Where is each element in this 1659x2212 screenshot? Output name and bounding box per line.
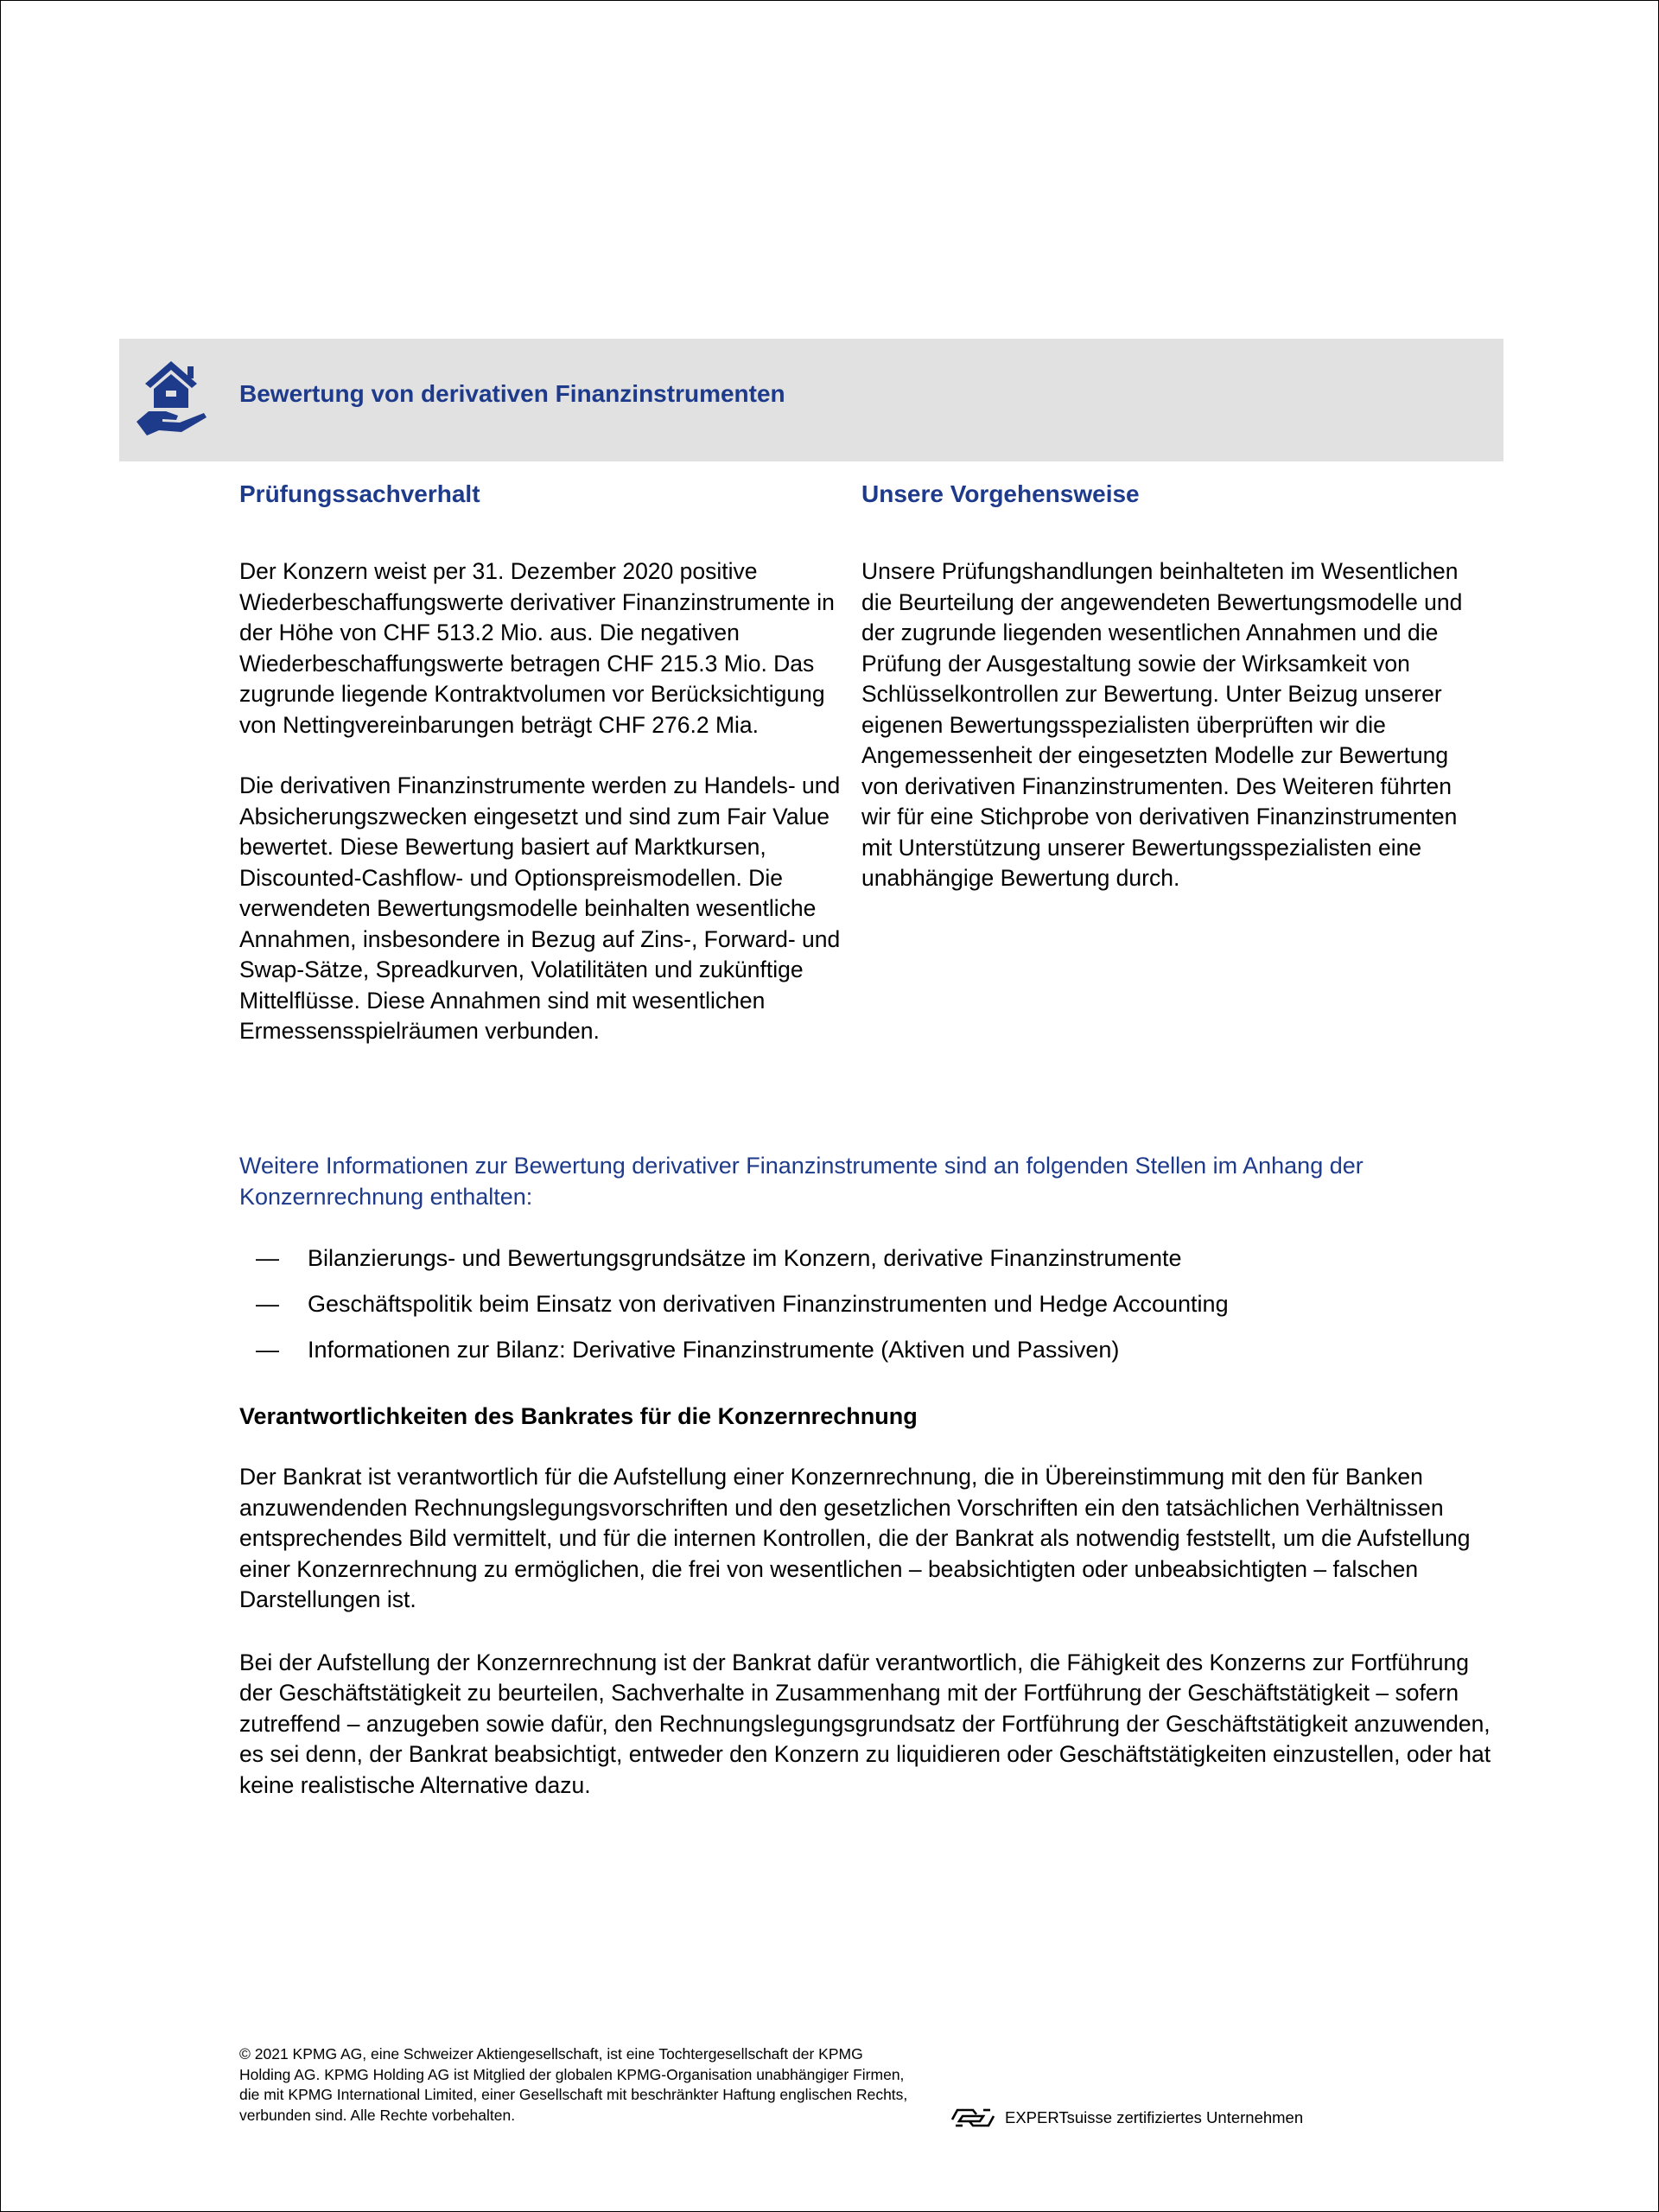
bullet-dash: — [256, 1337, 279, 1363]
list-item-text: Geschäftspolitik beim Einsatz von derivativen Finanzinstrumenten und Hedge Accounting [308, 1291, 1229, 1317]
bullet-dash: — [256, 1245, 279, 1271]
house-in-hand-icon [135, 359, 207, 437]
expertsuisse-logo-icon [950, 2105, 995, 2131]
audit-matter-paragraph-1: Der Konzern weist per 31. Dezember 2020 positive Wiederbeschaffungswerte derivativer Finanzinstrumente in der Höhe von CHF 513.2 Mio. aus. Die negativen Wiederbeschaffungswerte betragen CHF 215.3 Mio. Das zugrunde liegende Kontraktvolumen vor Berücksichtigung von Nettingvereinbarungen beträgt CHF 276.2 Mia. [239, 558, 835, 738]
key-audit-matter-title: Bewertung von derivativen Finanzinstrumenten [239, 380, 785, 407]
certification-text: EXPERTsuisse zertifiziertes Unternehmen [1005, 2108, 1304, 2126]
list-item-text: Informationen zur Bilanz: Derivative Finanzinstrumente (Aktiven und Passiven) [308, 1337, 1120, 1363]
footer-copyright: © 2021 KPMG AG, eine Schweizer Aktiengesellschaft, ist eine Tochtergesellschaft der KPMG Holding AG. KPMG Holding AG ist Mitglied der globalen KPMG-Organisation unabhängiger Firmen, die mit KPMG International Limited, einer Gesellschaft mit beschränkter Haftung englischen Rechts, verbunden sind. Alle Rechte vorbehalten. [239, 2045, 908, 2124]
approach-paragraph: Unsere Prüfungshandlungen beinhalteten im Wesentlichen die Beurteilung der angewendeten Bewertungsmodelle und der zugrunde liegenden wesentlichen Annahmen und die Prüfung der Ausgestaltung sowie der Wirksamkeit von Schlüsselkontrollen zur Bewertung. Unter Beizug unserer eigenen Bewertungsspezialisten überprüften wir die Angemessenheit der eingesetzten Modelle zur Bewertung von derivativen Finanzinstrumenten. Des Weiteren führten wir für eine Stichprobe von derivativen Finanzinstrumenten mit Unterstützung unserer Bewertungsspezialisten eine unabhängige Bewertung durch. [861, 558, 1463, 891]
approach-column [861, 477, 1484, 894]
bullet-dash: — [256, 1291, 279, 1317]
approach-heading: Unsere Vorgehensweise [861, 480, 1140, 507]
responsibilities-heading: Verantwortlichkeiten des Bankrates für die Konzernrechnung [239, 1403, 918, 1429]
further-info-text: Weitere Informationen zur Bewertung derivativer Finanzinstrumente sind an folgenden Stellen im Anhang der Konzernrechnung enthalten: [239, 1153, 1363, 1210]
audit-matter-paragraph-2: Die derivativen Finanzinstrumente werden zu Handels- und Absicherungszwecken eingesetzt und sind zum Fair Value bewertet. Diese Bewertung basiert auf Marktkursen, Discounted-Cashflow- und Optionspreismodellen. Die verwendeten Bewertungsmodelle beinhalten wesentliche Annahmen, insbesondere in Bezug auf Zins-, Forward- und Swap-Sätze, Spreadkurven, Volatilitäten und zukünftige Mittelflüsse. Diese Annahmen sind mit wesentlichen Ermessensspielräumen verbunden. [239, 772, 841, 1044]
responsibilities-paragraph-1: Der Bankrat ist verantwortlich für die Aufstellung einer Konzernrechnung, die in Übereinstimmung mit den für Banken anzuwendenden Rechnungslegungsvorschriften und den gesetzlichen Vorschriften ein den tatsächlichen Verhältnissen entsprechendes Bild vermittelt, und für die internen Kontrollen, die der Bankrat als notwendig feststellt, um die Aufstellung einer Konzernrechnung zu ermöglichen, die frei von wesentlichen – beabsichtigten oder unbeabsichtigten – falschen Darstellungen ist. [239, 1464, 1471, 1612]
list-item-text: Bilanzierungs- und Bewertungsgrundsätze im Konzern, derivative Finanzinstrumente [308, 1245, 1182, 1271]
key-audit-matter-banner [119, 339, 1503, 461]
responsibilities-section [239, 1400, 1501, 1801]
audit-matter-column [239, 477, 853, 1047]
audit-matter-heading: Prüfungssachverhalt [239, 480, 480, 507]
responsibilities-paragraph-2: Bei der Aufstellung der Konzernrechnung ist der Bankrat dafür verantwortlich, die Fähigkeit des Konzerns zur Fortführung der Geschäftstätigkeit zu beurteilen, Sachverhalte in Zusammenhang mit der Fortführung der Geschäftstätigkeit – sofern zutreffend – anzugeben sowie dafür, den Rechnungslegungsgrundsatz der Fortführung der Geschäftstätigkeit anzuwenden, es sei denn, der Bankrat beabsichtigt, entweder den Konzern zu liquidieren oder Geschäftstätigkeiten einzustellen, oder hat keine realistische Alternative dazu. [239, 1649, 1491, 1798]
